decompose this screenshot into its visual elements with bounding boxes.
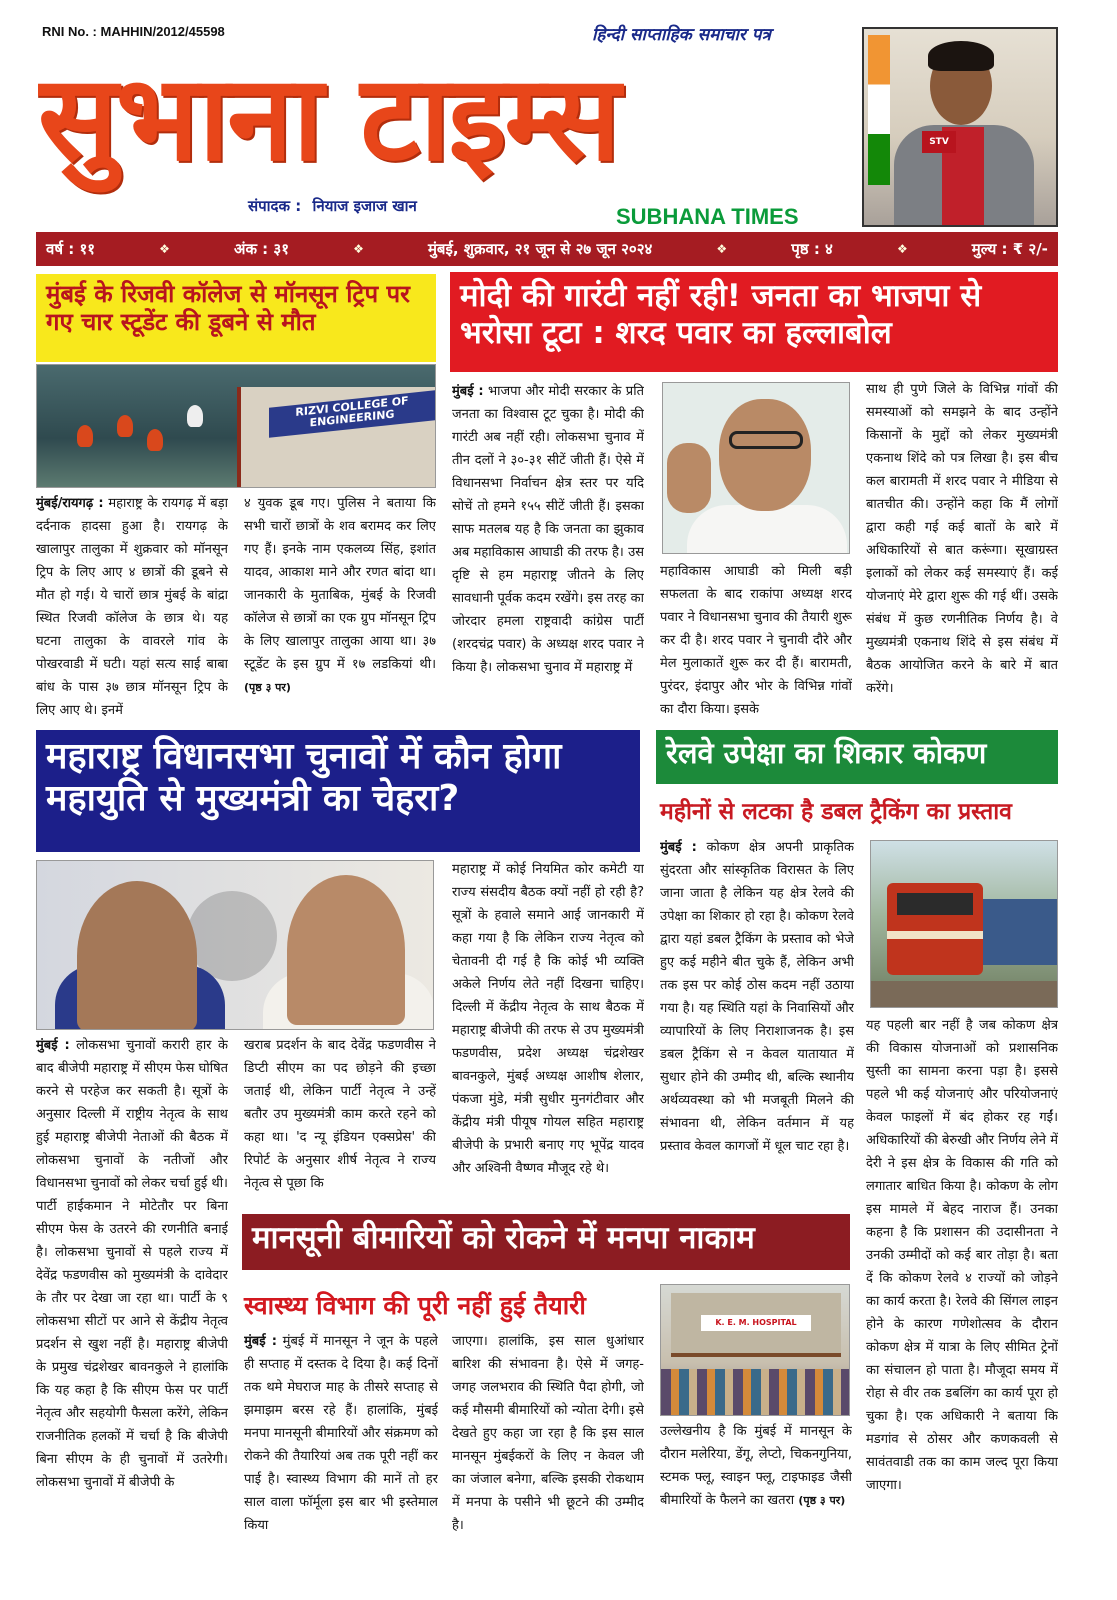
- issue-page: पृष्ठ : ४: [791, 240, 833, 258]
- story2-photo: [662, 382, 850, 554]
- story5-headline: मानसूनी बीमारियों को रोकने में मनपा नाकाम: [242, 1214, 850, 1270]
- issue-number: अंक : ३१: [233, 240, 290, 258]
- patient-crowd: [661, 1369, 850, 1416]
- story4-dateline: मुंबई :: [660, 840, 697, 855]
- story5-continued: (पृष्ठ ३ पर): [798, 1494, 846, 1507]
- story3-column-1: [36, 1034, 228, 1540]
- story4-headline: रेलवे उपेक्षा का शिकार कोकण: [656, 730, 1058, 784]
- issue-info-bar: [36, 232, 1058, 266]
- story5-photo: [660, 1284, 850, 1416]
- train-stripe: [887, 931, 983, 939]
- tagline: हिन्दी साप्ताहिक समाचार पत्र: [592, 25, 771, 45]
- train-coach: [983, 899, 1058, 965]
- masthead-title-english: SUBHANA TIMES: [616, 204, 799, 229]
- editor-name: नियाज इजाज खान: [312, 197, 417, 215]
- editor-photo: [862, 27, 1058, 227]
- raised-hand: [667, 443, 711, 513]
- story2-body-2: महाविकास आघाडी को मिली बड़ी सफलता के बाद राकांपा अध्यक्ष शरद पवार ने विधानसभा चुनाव की तैयारी शुरू कर दी है। शरद पवार ने चुनावी दौरे और मेल मुलाकातें शुरू कर दी हैं। बारामती, पुरंदर, इंदापुर और भोर के विभिन्न गांवों का दौरा किया। इसके: [660, 564, 852, 717]
- story2-column-3: [866, 378, 1058, 722]
- issue-place-date: मुंबई, शुक्रवार, २१ जून से २७ जून २०२४: [427, 240, 653, 258]
- separator-icon: ❖: [159, 242, 170, 256]
- story2-body-1: भाजपा और मोदी सरकार के प्रति जनता का विश्वास टूट चुका है। मोदी की गारंटी अब नहीं रही। लोकसभा चुनाव में तीन दलों ने ३०-३१ सीटें जीती हैं। ऐसे में विधानसभा निर्वाचन क्षेत्र स्तर पर यदि सोचें तो हमने १५५ सीटें जीती हैं। इसका साफ मतलब यह है कि जनता का झुकाव अब महाविकास आघाडी की तरफ है। उस दृष्टि से हम महाराष्ट्र जीतने के लिए सावधानी पूर्वक कदम रखेंगे। इस तरह का जोरदार हमला राष्ट्रवादी कांग्रेस पार्टी (शरदचंद्र पवार) के अध्यक्ष शरद पवार ने किया है। लोकसभा चुनाव में महाराष्ट्र में: [452, 384, 644, 675]
- story3-column-2: [244, 1034, 436, 1204]
- story5-dateline: मुंबई :: [244, 1334, 277, 1349]
- railway-track: [871, 981, 1058, 1008]
- story5-column-3: [660, 1420, 852, 1540]
- fadnavis-face: [77, 881, 197, 1030]
- story5-body-3: उल्लेखनीय है कि मुंबई में मानसून के दौरान मलेरिया, डेंगू, लेप्टो, चिकनगुनिया, स्टमक फ्लू, स्वाइन फ्लू, टाइफाइड जैसी बीमारियों के फैलने का खतरा: [660, 1424, 852, 1508]
- editor-line: [248, 196, 417, 216]
- separator-icon: ❖: [716, 242, 728, 256]
- story4-column-1: [660, 836, 854, 1210]
- hospital-sign: K. E. M. HOSPITAL: [701, 1315, 811, 1331]
- story5-body-1: मुंबई में मानसून ने जून के पहले ही सप्ताह में दस्तक दे दिया है। कई दिनों तक थमे मेघराज माह के तीसरे सप्ताह से झमाझम बरस रहे हैं। हालांकि, मुंबई मनपा मानसूनी बीमारियों और संक्रमण को रोकने की तैयारियां अब तक पूरी नहीं कर पाई है। स्वास्थ्य विभाग की मानें तो हर साल वाला फॉर्मूला इस बार भी इस्तेमाल किया: [244, 1334, 438, 1533]
- rescuer-figure: [117, 415, 133, 437]
- story1-dateline: मुंबई/रायगढ़ :: [36, 496, 104, 511]
- story5-column-2: [452, 1330, 644, 1540]
- editor-label: संपादक :: [248, 197, 302, 215]
- story4-body-2: यह पहली बार नहीं है जब कोकण क्षेत्र की विकास योजनाओं को प्रशासनिक सुस्ती का सामना करना पड़ा है। इससे पहले भी कई योजनाएं और परियोजनाएं केवल फाइलों में बंद होकर रह गईं। अधिकारियों की बेरुखी और निर्णय लेने में देरी ने इस क्षेत्र के विकास की गति को लगातार बाधित किया है। कोकण के लोग इस मामले में बेहद नाराज हैं। उनका कहना है कि प्रशासन की उदासीनता ने उनकी उम्मीदों को कई बार तोड़ा है। बता दें कि कोकण रेलवे ४ राज्यों को जोड़ने का कार्य करता है। रेलवे की सिंगल लाइन होने के कारण गणेशोत्सव के दौरान कोकण क्षेत्र में यात्रा के लिए सीमित ट्रेनों का संचालन हो पाता है। मौजूदा समय में रोहा से वीर तक डबलिंग का कार्य पूरा हो चुका है। एक अधिकारी ने बताया कि मडगांव से ठोसर और कणकवली से सावंतवाडी तक का काम जल्द पूरा किया जाएगा।: [866, 1018, 1058, 1493]
- rescuer-figure: [187, 405, 203, 427]
- story1-continued: (पृष्ठ ३ पर): [244, 681, 291, 694]
- story3-body-3: महाराष्ट्र में कोई नियमित कोर कमेटी या राज्य संसदीय बैठक क्यों नहीं हो रही है? सूत्रों के हवाले समाने आई जानकारी में कहा गया है कि लेकिन राज्य नेतृत्व को चेतावनी दी गई है कि कोई भी व्यक्ति अकेले निर्णय लेते नहीं दिखना चाहिए। दिल्ली में केंद्रीय नेतृत्व के साथ बैठक में महाराष्ट्र बीजेपी की तरफ से उप मुख्यमंत्री फडणवीस, प्रदेश अध्यक्ष चंद्रशेखर बावनकुले, मुंबई अध्यक्ष आशीष शेलार, पंकजा मुंडे, मंत्री सुधीर मुनगंटीवार और केंद्रीय मंत्री पीयूष गोयल सहित महाराष्ट्र बीजेपी के प्रभारी बनाए गए भूपेंद्र यादव और अश्विनी वैष्णव मौजूद रहे थे।: [452, 862, 644, 1176]
- story5-subheadline: स्वास्थ्य विभाग की पूरी नहीं हुई तैयारी: [244, 1291, 586, 1320]
- story3-photo: [36, 860, 434, 1030]
- story5-body-2: जाएगा। हालांकि, इस साल धुआंधार बारिश की संभावना है। ऐसे में जगह-जगह जलभराव की स्थिति पैदा होगी, जो कई मौसमी बीमारियों को न्योता देगी। इसे देखते हुए कहा जा रहा है कि इस साल मानसून मुंबईकरों के लिए न केवल जी का जंजाल बनेगा, बल्कि इसकी रोकथाम में मनपा के पसीने भी छूटने की उम्मीद है।: [452, 1334, 644, 1533]
- story2-column-2: [660, 560, 852, 722]
- pawar-face: [719, 399, 811, 511]
- issue-price: मुल्य : ₹ २/-: [971, 240, 1048, 258]
- story4-subheadline: महीनों से लटका है डबल ट्रैकिंग का प्रस्ताव: [660, 799, 1012, 825]
- story2-headline: मोदी की गारंटी नहीं रही! जनता का भाजपा से भरोसा टूटा : शरद पवार का हल्लाबोल: [450, 272, 1058, 372]
- rni-number: RNI No. : MAHHIN/2012/45598: [42, 24, 225, 39]
- story4-photo: [870, 840, 1058, 1008]
- pawar-shirt: [687, 505, 847, 554]
- glasses-icon: [729, 431, 803, 449]
- story1-body-2: ४ युवक डूब गए। पुलिस ने बताया कि सभी चारों छात्रों के शव बरामद कर लिए गए हैं। इनके नाम एकलव्य सिंह, इशांत यादव, आकाश माने और रणत बांदा था। जानकारी के मुताबिक, मुंबई के रिजवी कॉलेज से छात्रों का एक ग्रुप मॉनसून ट्रिप के लिए खालापुर तालुका आया था। ३७ स्टूडेंट के इस ग्रुप में १७ लडकियां थी।: [244, 496, 436, 672]
- train-window: [897, 893, 973, 915]
- masthead-title: सुभाना टाइम्स: [38, 49, 619, 187]
- story4-column-2: [866, 1014, 1058, 1540]
- story2-dateline: मुंबई :: [452, 384, 484, 399]
- story5-column-1: [244, 1330, 438, 1540]
- separator-icon: ❖: [353, 242, 364, 256]
- story3-dateline: मुंबई :: [36, 1038, 70, 1053]
- story4-body-1: कोकण क्षेत्र अपनी प्राकृतिक सुंदरता और सांस्कृतिक विरासत के लिए जाना जाता है लेकिन यह क्षेत्र रेलवे की उपेक्षा का शिकार हो रहा है। कोकण रेलवे द्वारा यहां डबल ट्रैकिंग के प्रस्ताव को भेजे हुए कई महीने बीत चुके हैं, लेकिन अभी तक इस पर कोई ठोस कदम नहीं उठाया गया है। यह स्थिति यहां के निवासियों और व्यापारियों के लिए निराशाजनक है। इस डबल ट्रैकिंग से न केवल यातायात में सुधार होने की उम्मीद थी, बल्कि स्थानीय अर्थव्यवस्था को भी मजबूती मिलने की संभावना थी, लेकिन वर्तमान में यह प्रस्ताव केवल कागजों में धूल चाट रहा है।: [660, 840, 854, 1154]
- separator-icon: ❖: [896, 242, 908, 256]
- editor-photo-hair: [928, 41, 994, 71]
- story1-headline: मुंबई के रिजवी कॉलेज से मॉनसून ट्रिप पर गए चार स्टूडेंट की डूबने से मौत: [36, 274, 436, 362]
- shinde-face: [287, 875, 405, 1025]
- story3-body-2: खराब प्रदर्शन के बाद देवेंद्र फडणवीस ने डिप्टी सीएम का पद छोड़ने की इच्छा जताई थी, लेकिन पार्टी नेतृत्व ने उन्हें बतौर उप मुख्यमंत्री काम करते रहने को कहा था। 'द न्यू इंडियन एक्सप्रेस' की रिपोर्ट के अनुसार शीर्ष नेतृत्व ने राज्य नेतृत्व से पूछा कि: [244, 1038, 436, 1191]
- story3-body-1: लोकसभा चुनावों करारी हार के बाद बीजेपी महाराष्ट्र में सीएम फेस घोषित करने से परहेज कर सकती है। सूत्रों के अनुसार दिल्ली में राष्ट्रीय नेतृत्व के साथ हुई महाराष्ट्र बीजेपी नेताओं की बैठक में लोकसभा चुनावों के नतीजों और विधानसभा चुनावों को लेकर चर्चा हुई थी। पार्टी हाईकमान ने मोटेतौर पर बिना सीएम फेस के उतरने की रणनीति बनाई है। लोकसभा चुनावों से पहले राज्य में देवेंद्र फडणवीस को मुख्यमंत्री के दावेदार के तौर पर देखा जा रहा था। पार्टी के ९ लोकसभा सीटों पर आने से केंद्रीय नेतृत्व प्रदर्शन से खुश नहीं है। महाराष्ट्र बीजेपी के प्रमुख चंद्रशेखर बावनकुले ने हालांकि कि यह कहा है कि सीएम फेस पर पार्टी नेतृत्व और सहयोगी फैसला करेंगे, लेकिन राजनीतिक हलकों में चर्चा है कि बीजेपी बिना सीएम के ही चुनावों में उतरेगी। लोकसभा चुनावों में बीजेपी के: [36, 1038, 228, 1490]
- story1-column-2: [244, 492, 436, 722]
- rescuer-figure: [77, 425, 93, 447]
- rescuer-figure: [147, 429, 163, 451]
- india-flag-icon: [868, 35, 890, 185]
- issue-year: वर्ष : ११: [46, 240, 96, 258]
- story2-column-1: [452, 380, 644, 722]
- microphone-icon: STV: [922, 131, 956, 153]
- story1-photo: [36, 364, 436, 488]
- story1-column-1: [36, 492, 228, 722]
- story1-body-1: महाराष्ट्र के रायगढ़ में बड़ा दर्दनाक हादसा हुआ है। रायगढ़ के खालापुर तालुका में शुक्रवार को मॉनसून ट्रिप के लिए आए ४ छात्रों की डूबने से मौत हो गई। ये चारों छात्र मुंबई के बांद्रा स्थित रिजवी कॉलेज के छात्र थे। यह घटना तालुका के वावरले गांव के पोखरवाडी में घटी। यहां सत्य साई बाबा बांध के पास ३७ छात्र मॉनसून ट्रिप के लिए आए थे। इनमें: [36, 496, 228, 718]
- story3-headline: महाराष्ट्र विधानसभा चुनावों में कौन होगा महायुति से मुख्यमंत्री का चेहरा?: [36, 730, 640, 852]
- college-sign: RIZVI COLLEGE OF ENGINEERING: [269, 390, 435, 437]
- story3-column-3: [452, 858, 644, 1206]
- story2-body-3: साथ ही पुणे जिले के विभिन्न गांवों की समस्याओं को समझने के बाद उन्होंने किसानों के मुद्दों को लेकर मुख्यमंत्री एकनाथ शिंदे को पत्र लिखा है। इस बीच कल बारामती में शरद पवार ने मीडिया से बातचीत की। उन्होंने कहा कि मैं लोगों द्वारा कही गई कई बातों के बारे में अधिकारियों से बात करूंगा। सूखाग्रस्त इलाकों को लेकर कई समस्याएं हैं। कई योजनाएं मेरे द्वारा शुरू की गई थीं। उसके संबंध में कुछ रणनीतिक निर्णय है। वे मुख्यमंत्री एकनाथ शिंदे से इस संबंध में बैठक आयोजित करने के बारे में बात करेंगे।: [866, 382, 1058, 696]
